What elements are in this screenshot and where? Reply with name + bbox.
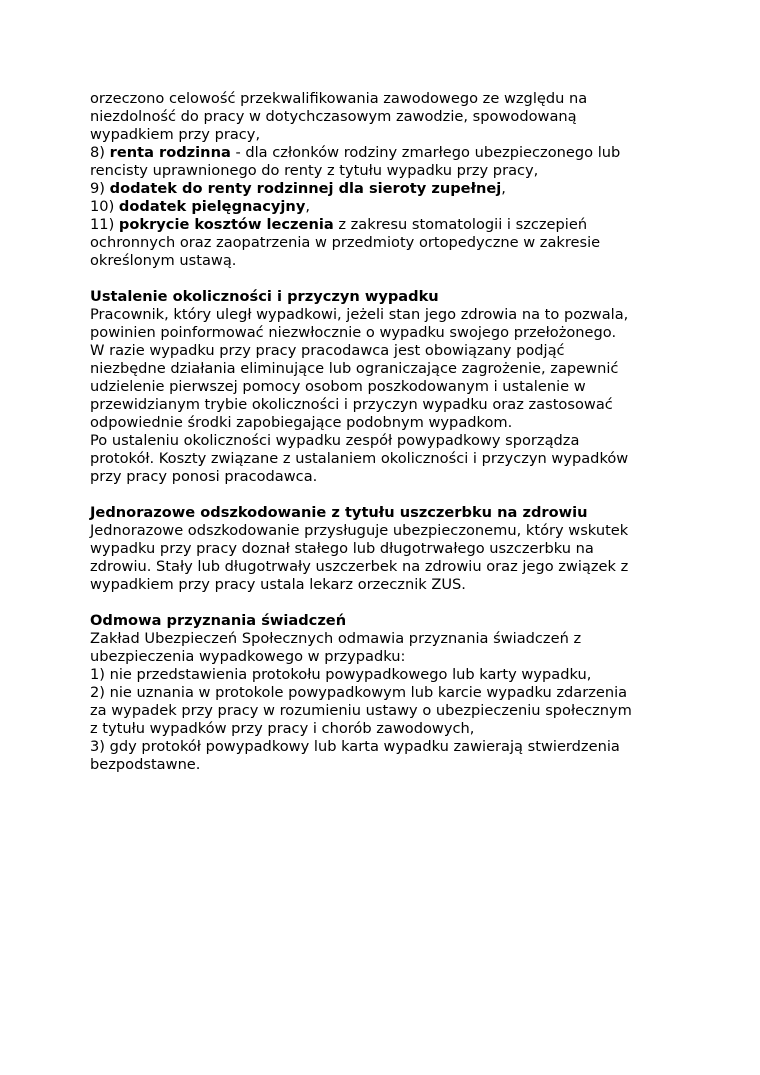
document-page bbox=[90, 90, 690, 774]
paragraph-gap bbox=[90, 486, 690, 504]
section-odmowa bbox=[90, 612, 690, 774]
item-text: , bbox=[305, 198, 310, 215]
text-line: Jednorazowe odszkodowanie przysługuje ubezpieczonemu, który wskutek bbox=[90, 522, 629, 539]
text-line: W razie wypadku przy pracy pracodawca jest obowiązany podjąć bbox=[90, 342, 565, 359]
text-line: 3) gdy protokół powypadkowy lub karta wypadku zawierają stwierdzenia bbox=[90, 738, 620, 755]
text-line: Po ustaleniu okoliczności wypadku zespół powypadkowy sporządza bbox=[90, 432, 580, 449]
paragraph-gap bbox=[90, 594, 690, 612]
section-okolicznosci bbox=[90, 288, 690, 486]
item-number: 11) bbox=[90, 216, 119, 233]
text-line: przy pracy ponosi pracodawca. bbox=[90, 468, 318, 485]
text-line: powinien poinformować niezwłocznie o wypadku swojego przełożonego. bbox=[90, 324, 617, 341]
list-item-8 bbox=[90, 144, 690, 180]
text-line: za wypadek przy pracy w rozumieniu ustawy o ubezpieczeniu społecznym bbox=[90, 702, 632, 719]
paragraph-gap bbox=[90, 270, 690, 288]
item-number: 10) bbox=[90, 198, 119, 215]
text-line: 2) nie uznania w protokole powypadkowym lub karcie wypadku zdarzenia bbox=[90, 684, 628, 701]
text-line: wypadkiem przy pracy, bbox=[90, 126, 261, 143]
text-line: odpowiednie środki zapobiegające podobnym wypadkom. bbox=[90, 414, 513, 431]
text-line: określonym ustawą. bbox=[90, 252, 237, 269]
text-line: ubezpieczenia wypadkowego w przypadku: bbox=[90, 648, 406, 665]
text-line: protokół. Koszty związane z ustalaniem okoliczności i przyczyn wypadków bbox=[90, 450, 629, 467]
item-term: dodatek pielęgnacyjny bbox=[118, 198, 306, 215]
section-heading bbox=[90, 288, 690, 306]
item-term: pokrycie kosztów leczenia bbox=[118, 216, 334, 233]
item-text: , bbox=[501, 180, 506, 197]
heading-text: Odmowa przyznania świadczeń bbox=[90, 612, 347, 629]
text-line: Zakład Ubezpieczeń Społecznych odmawia przyznania świadczeń z bbox=[90, 630, 582, 647]
item-text: - dla członków rodziny zmarłego ubezpieczonego lub bbox=[230, 144, 621, 161]
list-item-11 bbox=[90, 216, 690, 270]
text-line: orzeczono celowość przekwalifikowania zawodowego ze względu na bbox=[90, 90, 588, 107]
text-line: niezbędne działania eliminujące lub ograniczające zagrożenie, zapewnić bbox=[90, 360, 619, 377]
item-number: 8) bbox=[90, 144, 110, 161]
list-item-10 bbox=[90, 198, 690, 216]
text-line: wypadkiem przy pracy ustala lekarz orzecznik ZUS. bbox=[90, 576, 466, 593]
text-line: ochronnych oraz zaopatrzenia w przedmioty ortopedyczne w zakresie bbox=[90, 234, 601, 251]
heading-text: Ustalenie okoliczności i przyczyn wypadku bbox=[90, 288, 439, 305]
section-heading bbox=[90, 612, 690, 630]
text-line: z tytułu wypadków przy pracy i chorób zawodowych, bbox=[90, 720, 475, 737]
list-item-9 bbox=[90, 180, 690, 198]
text-line: udzielenie pierwszej pomocy osobom poszkodowanym i ustalenie w bbox=[90, 378, 586, 395]
text-line: 1) nie przedstawienia protokołu powypadkowego lub karty wypadku, bbox=[90, 666, 592, 683]
text-line: rencisty uprawnionego do renty z tytułu wypadku przy pracy, bbox=[90, 162, 539, 179]
section-odszkodowanie bbox=[90, 504, 690, 594]
text-line: niezdolność do pracy w dotychczasowym zawodzie, spowodowaną bbox=[90, 108, 577, 125]
text-line: przewidzianym trybie okoliczności i przyczyn wypadku oraz zastosować bbox=[90, 396, 613, 413]
text-line: wypadku przy pracy doznał stałego lub długotrwałego uszczerbku na bbox=[90, 540, 594, 557]
item-term: renta rodzinna bbox=[109, 144, 231, 161]
text-line: Pracownik, który uległ wypadkowi, jeżeli stan jego zdrowia na to pozwala, bbox=[90, 306, 629, 323]
text-line: zdrowiu. Stały lub długotrwały uszczerbek na zdrowiu oraz jego związek z bbox=[90, 558, 629, 575]
text-line: bezpodstawne. bbox=[90, 756, 201, 773]
item-text: z zakresu stomatologii i szczepień bbox=[333, 216, 588, 233]
item-number: 9) bbox=[90, 180, 110, 197]
item-term: dodatek do renty rodzinnej dla sieroty zupełnej bbox=[109, 180, 502, 197]
heading-text: Jednorazowe odszkodowanie z tytułu uszczerbku na zdrowiu bbox=[90, 504, 588, 521]
section-heading bbox=[90, 504, 690, 522]
intro-paragraph bbox=[90, 90, 690, 144]
